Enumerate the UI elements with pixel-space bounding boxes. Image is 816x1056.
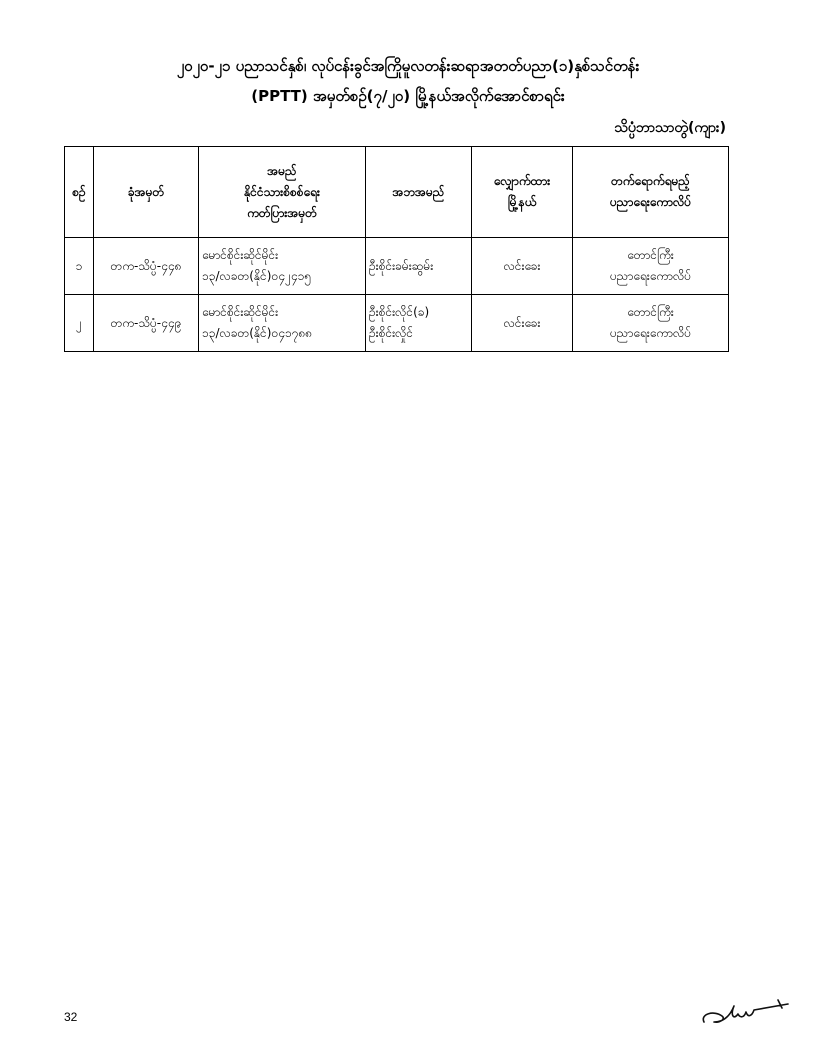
header-roll-number: ခုံအမှတ် [94,147,199,238]
header-college-line-2: ပညာရေးကောလိပ် [609,195,692,209]
cell-name: မောင်စိုင်းဆိုင်မိုင်း [202,248,279,262]
cell-college [573,238,729,295]
header-township [472,147,573,238]
cell-nrc: ၁၃/လခတ(နိုင်)၀၄၂၄၁၅ [202,269,312,283]
signature-icon [700,992,792,1030]
cell-no: ၂ [65,295,94,352]
header-college [573,147,729,238]
header-township-line-2: မြို့နယ် [507,195,537,209]
table-header-row [65,147,729,238]
cell-roll-number: တက-သိပ္ပံ-၄၄၉ [94,295,199,352]
cell-college-line-1: တောင်ကြီး [627,305,674,319]
cell-college-line-2: ပညာရေးကောလိပ် [609,269,692,283]
header-card-line: ကတ်ပြားအမှတ် [247,205,317,220]
cell-father-line-2: ဦးစိုင်းလှိုင် [369,326,414,340]
document-subtitle: သိပ္ပံဘာသာတွဲ(ကျား) [614,120,726,136]
results-table [64,146,729,352]
table-row [65,295,729,352]
cell-no: ၁ [65,238,94,295]
cell-roll-number: တက-သိပ္ပံ-၄၄၈ [94,238,199,295]
cell-college-line-2: ပညာရေးကောလိပ် [609,326,692,340]
cell-name-nrc [199,295,366,352]
cell-college [573,295,729,352]
header-nrc-line: နိုင်ငံသားစိစစ်ရေး [244,184,320,199]
cell-father-line-1: ဦးစိုင်းခမ်းဆွမ်း [369,258,434,273]
cell-father-name [366,295,472,352]
header-township-line-1: လျှောက်ထား [493,174,551,188]
header-college-line-1: တက်ရောက်ရမည့် [611,174,690,188]
table-row [65,238,729,295]
cell-father-line-1: ဦးစိုင်းလိုင်(ခ) [369,305,430,319]
header-name-nrc [199,147,366,238]
header-no: စဉ် [65,147,94,238]
cell-father-name [366,238,472,295]
page-number: 32 [64,1010,78,1024]
cell-name-nrc [199,238,366,295]
document-title-line-2: (PPTT) အမှတ်စဉ်(၇/၂၀) မြို့နယ်အလိုက်အောင်စာရင်း [251,87,565,105]
document-title-line-1: ၂၀၂၀-၂၁ ပညာသင်နှစ်၊ လုပ်ငန်းခွင်အကြိုမူလတန်းဆရာအတတ်ပညာ(၁)နှစ်သင်တန်း [176,57,640,75]
cell-township: လင်းခေး [472,238,573,295]
cell-township: လင်းခေး [472,295,573,352]
header-father-name: အဘအမည် [366,147,472,238]
header-name-line: အမည် [267,163,297,178]
cell-college-line-1: တောင်ကြီး [627,248,674,262]
cell-name: မောင်စိုင်းဆိုင်မိုင်း [202,305,279,319]
cell-nrc: ၁၃/လခတ(နိုင်)၀၄၁၇၈၈ [202,326,313,340]
